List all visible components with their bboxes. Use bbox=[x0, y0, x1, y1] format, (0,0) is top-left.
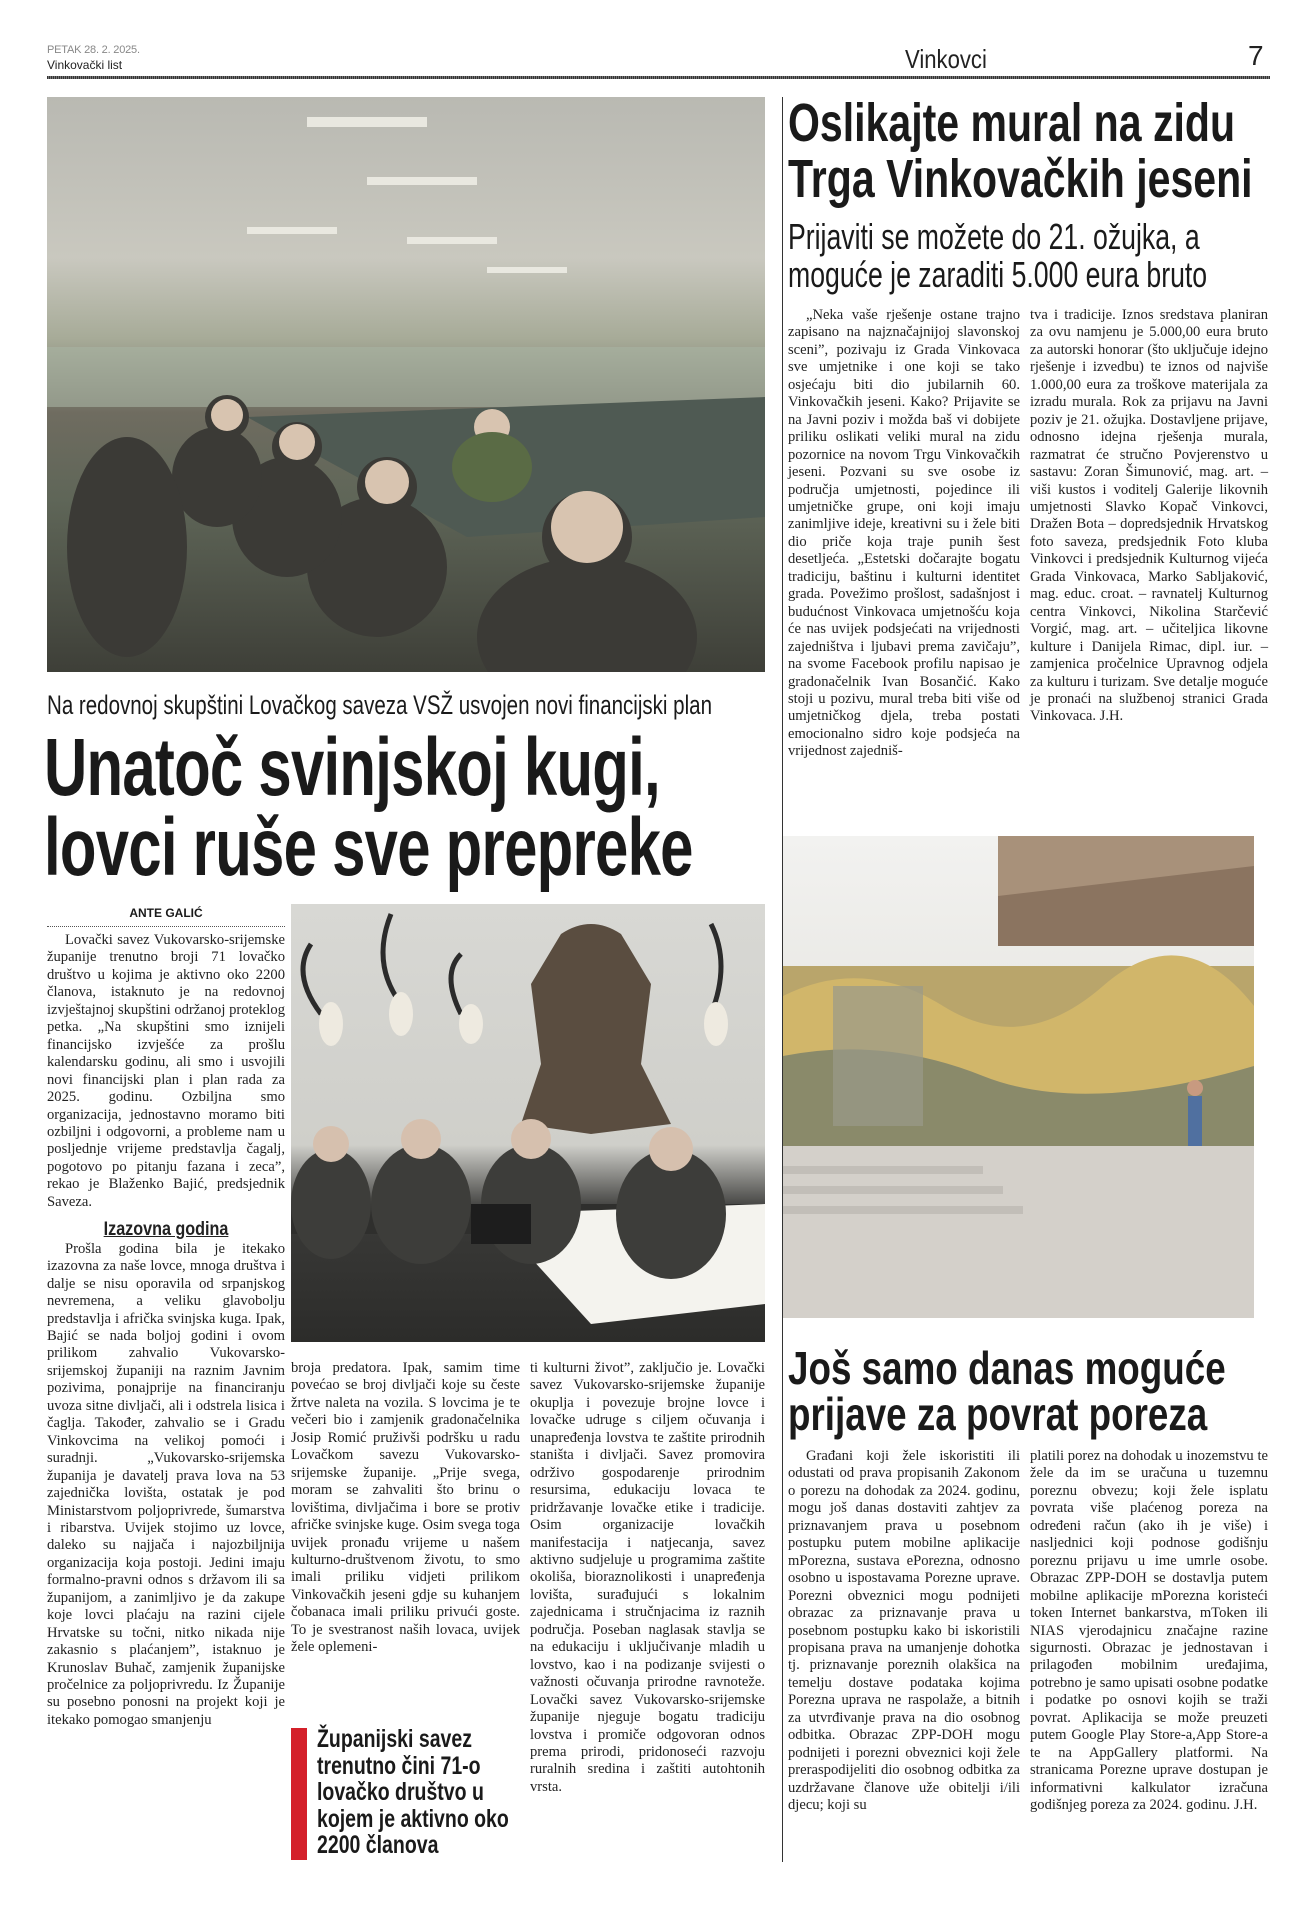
image-illustration bbox=[783, 836, 1254, 1318]
mural-subtitle bbox=[788, 218, 1270, 294]
byline bbox=[47, 906, 285, 927]
newspaper-name: Vinkovački list bbox=[47, 58, 123, 72]
header-rule bbox=[47, 76, 1270, 79]
tax-article-column-2 bbox=[1030, 1448, 1268, 1815]
headline-line-1: Oslikajte mural na zidu bbox=[788, 93, 1236, 153]
page-number: 7 bbox=[1248, 40, 1264, 71]
paragraph: tva i tradicije. Iznos sredstava planiran za ovu namjenu je 5.000,00 eura bruto za autorski honorar (što uključuje idejno rješenje i izvedbu) te iznos od najviše 1.000,00 eura za troškove materijala za izradu murala. Rok za prijavu na Javni poziv je 21. ožujka. Dostavljene prijave, odnosno idejna rješenja murala, razmatrat će stručno Povjerenstvo u sastavu: Zoran Šimunović, mag. art. – viši kustos i voditelj Galerije likovnih umjetnosti Slavko Kopač Vinkovci, Dražen Bota – dopredsjednik Hrvatskog foto saveza, predsjednik Foto kluba Vinkovci i predsjednik Kulturnog vijeća Grada Vinkovaca, Marko Sabljaković, mag. educ. croat. – ravnatelj Kulturnog centra Vinkovci, Nikolina Starčević Vorgić, mag. art. – učiteljica likovne kulture i Danijela Rimac, dipl. iur. – zamjenica pročelnice Upravnog odjela za kulturu i turizam. Sve detalje moguće je pronaći na službenoj stranici Grada Vinkovaca. J.H. bbox=[1030, 307, 1268, 725]
paragraph: Lovački savez Vukovarsko-srijemske županije trenutno broji 71 lovačko društvo u kojima je aktivno oko 2200 članova, istaknuto je na redovnoj izvještajnoj skupštini održanoj proteklog petka. „Na skupštini smo iznijeli financijsko izvješće za prošlu kalendarsku godinu, ali smo i usvojili novi financijski plan i plan rada za 2025. godinu. Ozbiljna smo organizacija, jednostavno moramo biti ozbiljni i odgovorni, a probleme nam u posljednje vrijeme predstavlja čagalj, pogotovo po pitanju fazana i zeca”, rekao je Blaženko Bajić, predsjednik Saveza. bbox=[47, 932, 285, 1210]
hunting-headline bbox=[44, 722, 766, 893]
hunting-article-column-1 bbox=[47, 932, 285, 1729]
paragraph: Prošla godina bila je itekako izazovna za naše lovce, mnoga društva i dalje se nisu oporavila od srpanjskog nevremena, a veliku glavobolju predstavlja i afrička svinjska kuga. Ipak, Bajić se nada boljoj godini i ovom prilikom zahvalio Vukovarsko-srijemskoj županiji na raznim Javnim pozivima, ponajprije na financiranju uvoza sitne divljači, ali i odstrela lisica i čaglja. Također, zahvalio se i Gradu Vinkovcima na velikoj pomoći i suradnji. „Vukovarsko-srijemska županija je davatelj prava lova na 53 zajednička lovišta, ostatak je pod Ministarstvom poljoprivrede, šumarstva i ribarstva. Uvijek stojimo uz lovce, daleko su najjača i najozbiljnija organizacija koja postoji. Jedini imaju formalno-pravni odnos s državom ili sa županijom, a zanimljivo je da zakupe koje lovci plaćaju na razini cijele Hrvatske su točni, nitko nikada nije zakasnio s plaćanjem”, istaknuo je Krunoslav Buhač, zamjenik županijske pročelnice za poljoprivredu. Iz Županije su posebno ponosni na projekt koji je itekako pomogao smanjenju bbox=[47, 1240, 285, 1728]
hunting-article-column-2 bbox=[291, 1360, 520, 1657]
subtitle-line-2: moguće je zaraditi 5.000 eura bruto bbox=[788, 254, 1208, 295]
hunting-kicker bbox=[47, 690, 765, 721]
paragraph: „Neka vaše rješenje ostane trajno zapisano na najznačajnijoj slavonskoj sceni”, pozivaju iz Grada Vinkovaca sve umjetnike i one koji se tako osjećaju biti dio jubilarnih 60. Vinkovačkih jeseni. Kako? Prijavite se na Javni poziv i možda baš vi dobijete priliku oslikati veliki mural na zidu pozornice na novom Trgu Vinkovačkih jeseni. Pozvani su sve osobe iz područja umjetnosti, pojedince ili umjetničke grupe, oni koji imaju zanimljive ideje, kreativni su i žele biti dio priče koja traje punih šest desetljeća. „Estetski dočarajte bogatu tradiciju, baštinu i kulturni identitet grada. Povežimo prošlost, sadašnjost i budućnost Vinkovaca umjetnošću koja će nas uvijek podsjećati na vrijednosti zajedništva i ljubavi prema zavičaju”, na svome Facebook profilu napisao je gradonačelnik Ivan Bosančić. Kako stoji u pozivu, mural treba biti više od umjetničkog djela, treba postati emocionalno sidro koje podsjeća na vrijednost zajedniš- bbox=[788, 307, 1020, 760]
paragraph: Građani koji žele iskoristiti ili odustati od prava propisanih Zakonom o porezu na dohodak za 2024. godinu, mogu još danas dostaviti zahtjev za priznavanjem prava u posebnom postupku putem mobilne aplikacije mPorezna, sustava ePorezna, odnosno osobno u ispostavama Porezne uprave. Porezni obveznici mogu podnijeti obrazac za priznavanje prava u posebnom postupku kako bi iskoristili propisana prava na umanjenje dohotka tj. priznavanje poreznih olakšica na temelju dostave podataka kojima Porezna uprava ne raspolaže, a bitnih za utvrđivanje prava na dio osobnog odbitka. Obrazac ZPP-DOH mogu podnijeti i porezni obveznici koji žele preraspodijeliti dio osobnog odbitka za uzdržavane članove uže obitelji i/ili djecu; koji su bbox=[788, 1448, 1020, 1814]
hunting-leaders-photo bbox=[291, 904, 765, 1342]
tax-article-column-1 bbox=[788, 1448, 1020, 1815]
headline-line-2: prijave za povrat poreza bbox=[788, 1388, 1208, 1440]
headline-line-2: lovci ruše sve prepreke bbox=[44, 802, 693, 893]
photo-illustration bbox=[47, 97, 765, 672]
hunting-article-column-3 bbox=[530, 1360, 765, 1796]
mural-article-column-1 bbox=[788, 307, 1020, 761]
assembly-hall-photo bbox=[47, 97, 765, 672]
headline-line-1: Još samo danas moguće bbox=[788, 1342, 1226, 1394]
mural-visualization-image bbox=[783, 836, 1254, 1318]
subtitle-line-1: Prijaviti se možete do 21. ožujka, a bbox=[788, 216, 1200, 257]
pull-quote bbox=[291, 1725, 520, 1860]
section-title: Vinkovci bbox=[905, 44, 987, 74]
paragraph: broja predatora. Ipak, samim time povećao se broj divljači koje su česte žrtve naleta na vozila. S lovcima je te večeri bio i zamjenik gradonačelnika Josip Romić pruživši podršku u radu Lovačkom savezu Vukovarsko-srijemske županije. „Prije svega, moram se zahvaliti što brinu o lovištima, divljačima i bore se protiv afričke svinjske kuge. Osim svega toga uvijek pronađu vrijeme u našem kulturno-društvenom životu, to smo imali priliku vidjeti prilikom Vinkovačkih jeseni gdje su kuhanjem čobanaca imali priliku privući goste. To je svestranost naših lovaca, uvijek žele oplemeni- bbox=[291, 1360, 520, 1656]
kicker-text: Na redovnoj skupštini Lovačkog saveza VSŽ usvojen novi financijski plan bbox=[47, 690, 712, 720]
headline-line-2: Trga Vinkovačkih jeseni bbox=[788, 149, 1253, 209]
byline-text: ANTE GALIĆ bbox=[129, 906, 203, 920]
issue-date: PETAK 28. 2. 2025. bbox=[47, 44, 140, 56]
tax-headline bbox=[788, 1342, 1270, 1440]
headline-line-1: Unatoč svinjskoj kugi, bbox=[44, 722, 660, 813]
mural-article-column-2 bbox=[1030, 307, 1268, 726]
mural-headline bbox=[788, 95, 1270, 207]
photo-illustration bbox=[291, 904, 765, 1342]
subheading: Izazovna godina bbox=[103, 1219, 229, 1241]
pull-quote-text: Županijski savez trenutno čini 71-o lovačko društvo u kojem je aktivno oko 2200 članova bbox=[317, 1725, 509, 1859]
pull-quote-accent-bar bbox=[291, 1728, 307, 1860]
paragraph: platili porez na dohodak u inozemstvu te žele da im se uračuna u tuzemnu poreznu obvezu; koji žele isplatu povrata više plaćenog poreza na određeni račun (ako ih je više) i nasljednici koji podnose godišnju poreznu prijavu u ime umrle osobe. Obrazac ZPP-DOH se dostavlja putem mobilne aplikacije mPorezna koristeći token Internet bankarstva, mToken ili NIAS vjerodajnicu značajne razine sigurnosti. Obrazac je jednostavan i prilagođen mobilnim uređajima, potrebno je samo upisati osobne podatke i podatke po osnovi kojih se traži povrat. Aplikacija se može preuzeti putem Google Play Store-a,App Store-a te na AppGallery platformi. Na stranicama Porezne uprave dostupan je informativni kalkulator izračuna godišnjeg poreza za 2024. godinu. J.H. bbox=[1030, 1448, 1268, 1814]
paragraph: ti kulturni život”, zaključio je. Lovački savez Vukovarsko-srijemske županije okuplja i povezuje brojne lovce i lovačke udruge s ciljem očuvanja i unapređenja lovstva te zaštite prirodnih staništa i divljači. Savez promovira održivo gospodarenje prirodnim resursima, edukaciju lovaca te pridržavanje lovačke etike i tradicije. Osim organizacije lovačkih manifestacija i natjecanja, savez aktivno sudjeluje u programima zaštite okoliša, bioraznolikosti i unapređenja lovišta, surađujući s lokalnim zajednicama i stručnjacima iz raznih područja. Poseban naglasak stavlja se na edukaciju i uključivanje mladih u lovstvo, kao i na podizanje svijesti o važnosti očuvanja prirodne ravnoteže. Lovački savez Vukovarsko-srijemske županije njeguje bogatu tradiciju lovstva i promiče odgovoran odnos prema prirodi, pridonoseći razvoju ruralnih sredina i zaštiti autohtonih vrsta. bbox=[530, 1360, 765, 1795]
